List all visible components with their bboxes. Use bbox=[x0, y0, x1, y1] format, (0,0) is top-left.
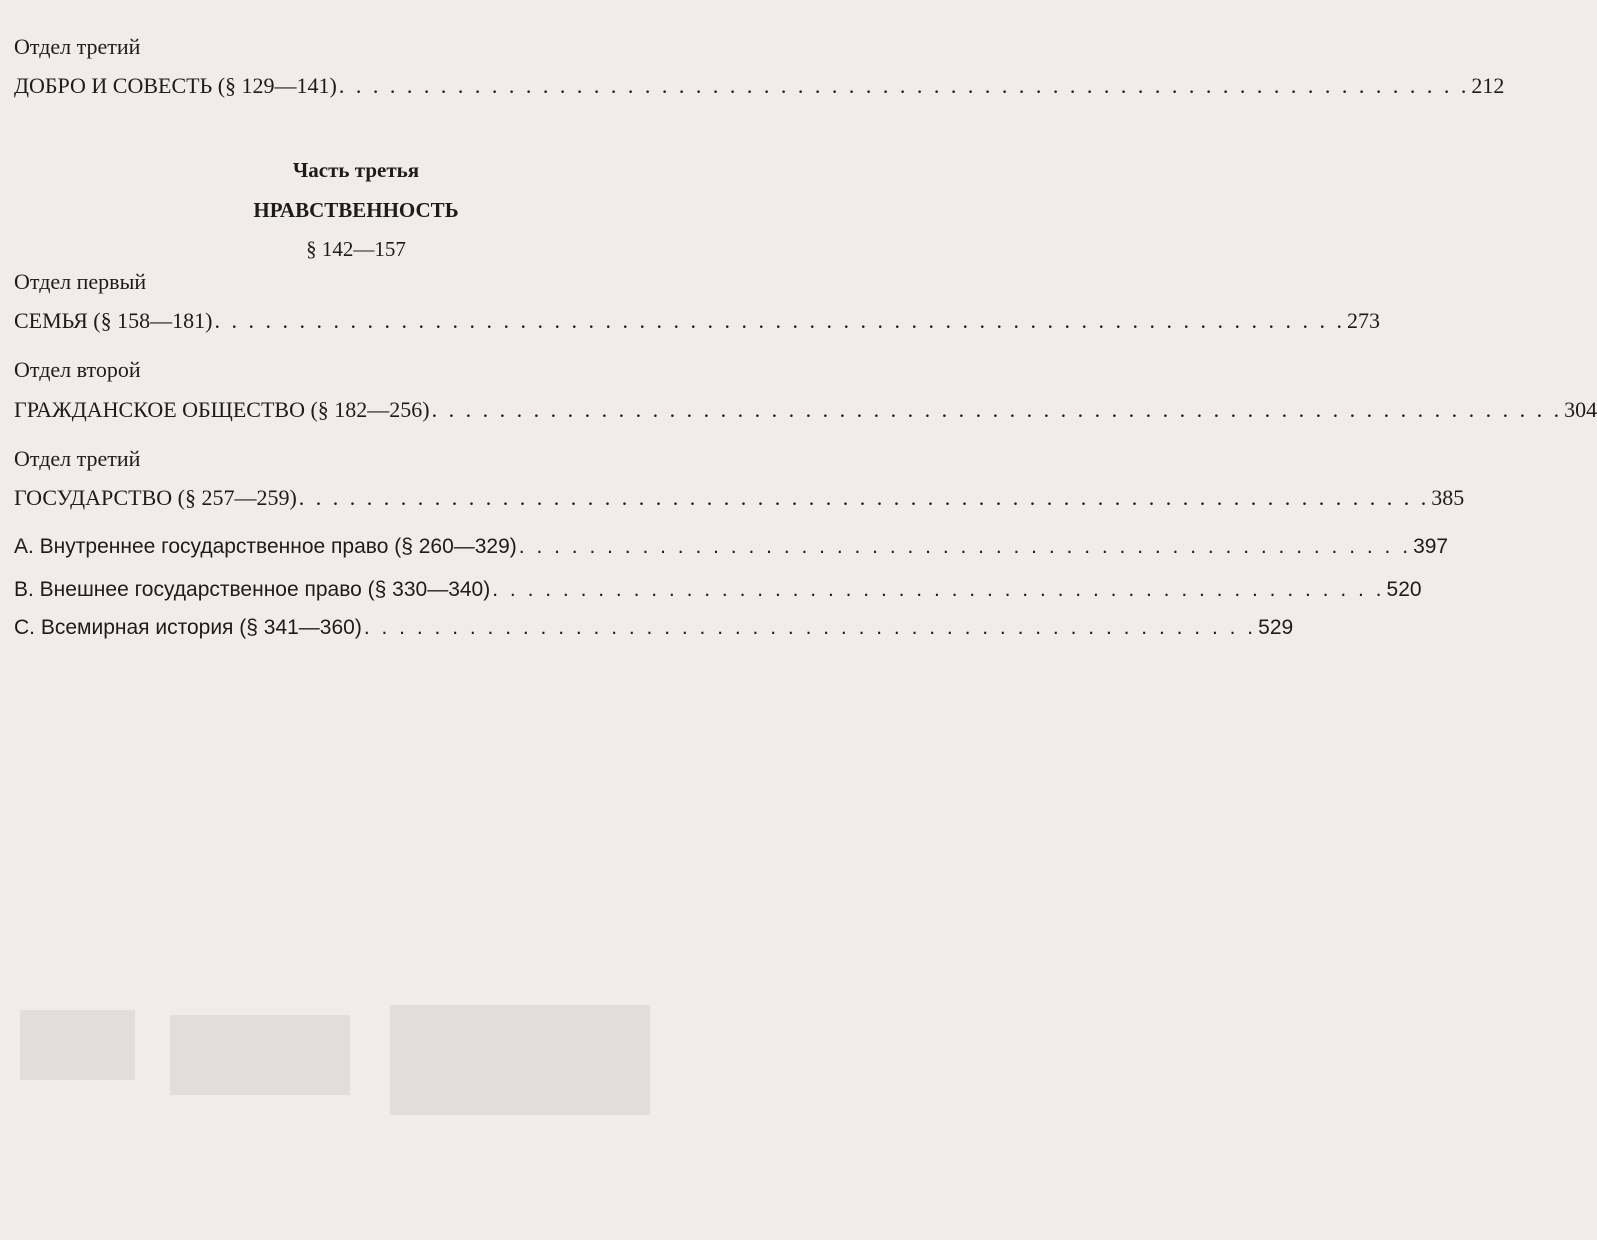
toc-subentry-title: А. Внутреннее государственное право (§ 260—329) bbox=[14, 535, 517, 558]
leader-dots: . . . . . . . . . . . . . . . . . . . . . . . . . . . . . . . . . . . . . . . . . . . . . . . . . . . bbox=[492, 578, 1385, 601]
toc-entry-page: 385 bbox=[1431, 485, 1465, 510]
section-label: Отдел первый bbox=[14, 269, 147, 294]
toc-entry bbox=[14, 484, 1465, 512]
toc-entry-page: 212 bbox=[1471, 73, 1505, 98]
toc-entry-title: ГРАЖДАНСКОЕ ОБЩЕСТВО (§ 182—256) bbox=[14, 397, 430, 422]
part-title: НРАВСТВЕННОСТЬ bbox=[253, 198, 459, 222]
toc-entry-page: 273 bbox=[1346, 308, 1380, 333]
toc-entry-title: ГОСУДАРСТВО (§ 257—259) bbox=[14, 485, 297, 510]
section-label: Отдел третий bbox=[14, 34, 141, 59]
toc-entry bbox=[14, 396, 1597, 424]
toc-entry-page: 304 bbox=[1564, 397, 1597, 422]
leader-dots: . . . . . . . . . . . . . . . . . . . . . . . . . . . . . . . . . . . . . . . . . . . . . . . . . . . . . . . . . . . . . . . . . . . bbox=[214, 308, 1345, 333]
toc-subentry-page: 520 bbox=[1386, 578, 1422, 601]
toc-entry bbox=[14, 72, 1505, 100]
leader-dots: . . . . . . . . . . . . . . . . . . . . . . . . . . . . . . . . . . . . . . . . . . . . . . . . . . . bbox=[363, 616, 1257, 639]
toc-subentry-title: В. Внешнее государственное право (§ 330—340) bbox=[14, 578, 491, 601]
section-label: Отдел третий bbox=[14, 446, 141, 471]
leader-dots: . . . . . . . . . . . . . . . . . . . . . . . . . . . . . . . . . . . . . . . . . . . . . . . . . . . . . . . . . . . . . . . . . . . bbox=[298, 485, 1430, 510]
toc-subentry bbox=[14, 533, 1449, 561]
toc-subentry-page: 529 bbox=[1258, 616, 1294, 639]
toc-subentry-page: 397 bbox=[1413, 535, 1449, 558]
section-label: Отдел второй bbox=[14, 357, 141, 382]
show-through-block bbox=[20, 1010, 135, 1080]
toc-subentry bbox=[14, 576, 1422, 604]
leader-dots: . . . . . . . . . . . . . . . . . . . . . . . . . . . . . . . . . . . . . . . . . . . . . . . . . . . bbox=[518, 535, 1412, 558]
part-heading: Часть третья bbox=[292, 158, 420, 182]
show-through-barcode bbox=[170, 1015, 350, 1095]
leader-dots: . . . . . . . . . . . . . . . . . . . . . . . . . . . . . . . . . . . . . . . . . . . . . . . . . . . . . . . . . . . . . . . . . . . bbox=[338, 73, 1470, 98]
toc-entry bbox=[14, 307, 1380, 335]
toc-entry-title: СЕМЬЯ (§ 158—181) bbox=[14, 308, 213, 333]
toc-entry-title: ДОБРО И СОВЕСТЬ (§ 129—141) bbox=[14, 73, 337, 98]
part-range: § 142—157 bbox=[306, 237, 406, 261]
toc-subentry bbox=[14, 614, 1294, 642]
show-through-logo bbox=[390, 1005, 650, 1115]
leader-dots: . . . . . . . . . . . . . . . . . . . . . . . . . . . . . . . . . . . . . . . . . . . . . . . . . . . . . . . . . . . . . . . . . . . bbox=[431, 397, 1563, 422]
toc-subentry-title: С. Всемирная история (§ 341—360) bbox=[14, 616, 362, 639]
